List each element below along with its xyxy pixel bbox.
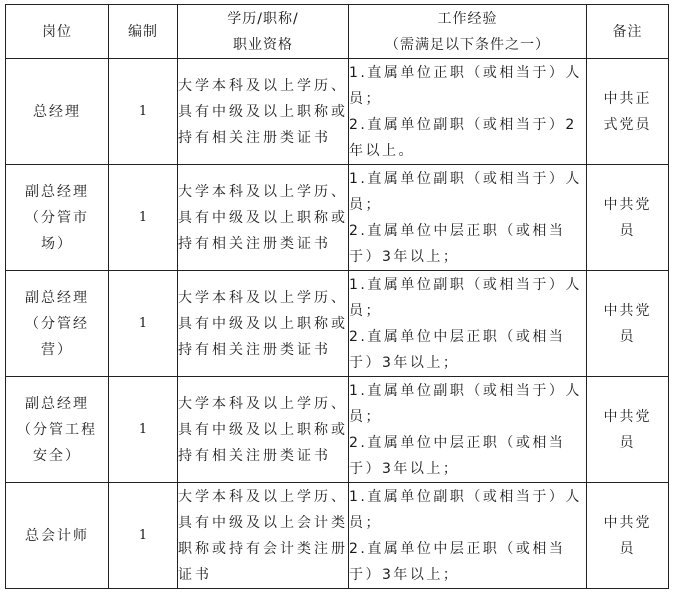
note-text: 中共党员 <box>603 408 652 451</box>
header-experience-line1: 工作经验 <box>437 10 498 27</box>
position-cell <box>6 59 109 165</box>
quota-cell: 1 <box>109 483 178 589</box>
header-experience-line2: （需满足以下条件之一） <box>385 36 550 53</box>
experience-cell <box>349 59 587 165</box>
table-row <box>6 271 669 377</box>
recruitment-table <box>5 4 669 589</box>
position-cell <box>6 271 109 377</box>
header-note: 备注 <box>587 5 669 59</box>
experience-cell <box>349 165 587 271</box>
header-quota: 编制 <box>109 5 178 59</box>
note-text: 中共正式党员 <box>603 90 652 133</box>
quota-cell: 1 <box>109 377 178 483</box>
table-body <box>6 59 669 589</box>
quota-cell: 1 <box>109 271 178 377</box>
experience-item: 2.直属单位中层正职（或相当于）3年以上； <box>349 434 566 477</box>
table-row <box>6 165 669 271</box>
header-position: 岗位 <box>6 5 109 59</box>
note-cell <box>587 59 669 165</box>
experience-item: 2.直属单位中层正职（或相当于）3年以上； <box>349 222 566 265</box>
note-cell <box>587 377 669 483</box>
quota-cell: 1 <box>109 59 178 165</box>
header-education-line1: 学历/职称/ <box>227 10 299 27</box>
experience-item: 1.直属单位正职（或相当于）人员； <box>349 64 582 107</box>
experience-cell <box>349 483 587 589</box>
header-experience <box>349 5 587 59</box>
experience-item: 1.直属单位副职（或相当于）人员； <box>349 488 582 531</box>
header-row <box>6 5 669 59</box>
experience-item: 2.直属单位中层正职（或相当于）3年以上； <box>349 540 566 583</box>
education-cell: 大学本科及以上学历、具有中级及以上职称或持有相关注册类证书 <box>178 59 349 165</box>
note-cell <box>587 483 669 589</box>
quota-cell: 1 <box>109 165 178 271</box>
position-cell <box>6 483 109 589</box>
position-cell <box>6 377 109 483</box>
position-cell <box>6 165 109 271</box>
position-text: 副总经理（分管工程安全） <box>17 395 97 464</box>
education-cell: 大学本科及以上学历、具有中级及以上会计类职称或持有会计类注册证书 <box>178 483 349 589</box>
experience-cell <box>349 271 587 377</box>
education-cell: 大学本科及以上学历、具有中级及以上职称或持有相关注册类证书 <box>178 271 349 377</box>
experience-cell <box>349 377 587 483</box>
experience-item: 2.直属单位中层正职（或相当于）3年以上； <box>349 328 566 371</box>
table-row <box>6 59 669 165</box>
position-text: 副总经理（分管市场） <box>25 183 89 252</box>
experience-item: 1.直属单位副职（或相当于）人员； <box>349 276 582 319</box>
experience-item: 1.直属单位副职（或相当于）人员； <box>349 382 582 425</box>
note-cell <box>587 271 669 377</box>
table-row <box>6 377 669 483</box>
education-cell: 大学本科及以上学历、具有中级及以上职称或持有相关注册类证书 <box>178 377 349 483</box>
position-text: 副总经理（分管经营） <box>25 289 89 358</box>
note-cell <box>587 165 669 271</box>
experience-item: 1.直属单位副职（或相当于）人员； <box>349 170 582 213</box>
header-education <box>178 5 349 59</box>
education-cell: 大学本科及以上学历、具有中级及以上职称或持有相关注册类证书 <box>178 165 349 271</box>
header-education-line2: 职业资格 <box>233 36 293 53</box>
experience-item: 2.直属单位副职（或相当于）2年以上。 <box>349 116 577 159</box>
note-text: 中共党员 <box>603 196 652 239</box>
position-text: 总经理 <box>33 103 81 120</box>
table-row <box>6 483 669 589</box>
note-text: 中共党员 <box>603 302 652 345</box>
note-text: 中共党员 <box>603 514 652 557</box>
position-text: 总会计师 <box>25 527 89 544</box>
table-header <box>6 5 669 59</box>
